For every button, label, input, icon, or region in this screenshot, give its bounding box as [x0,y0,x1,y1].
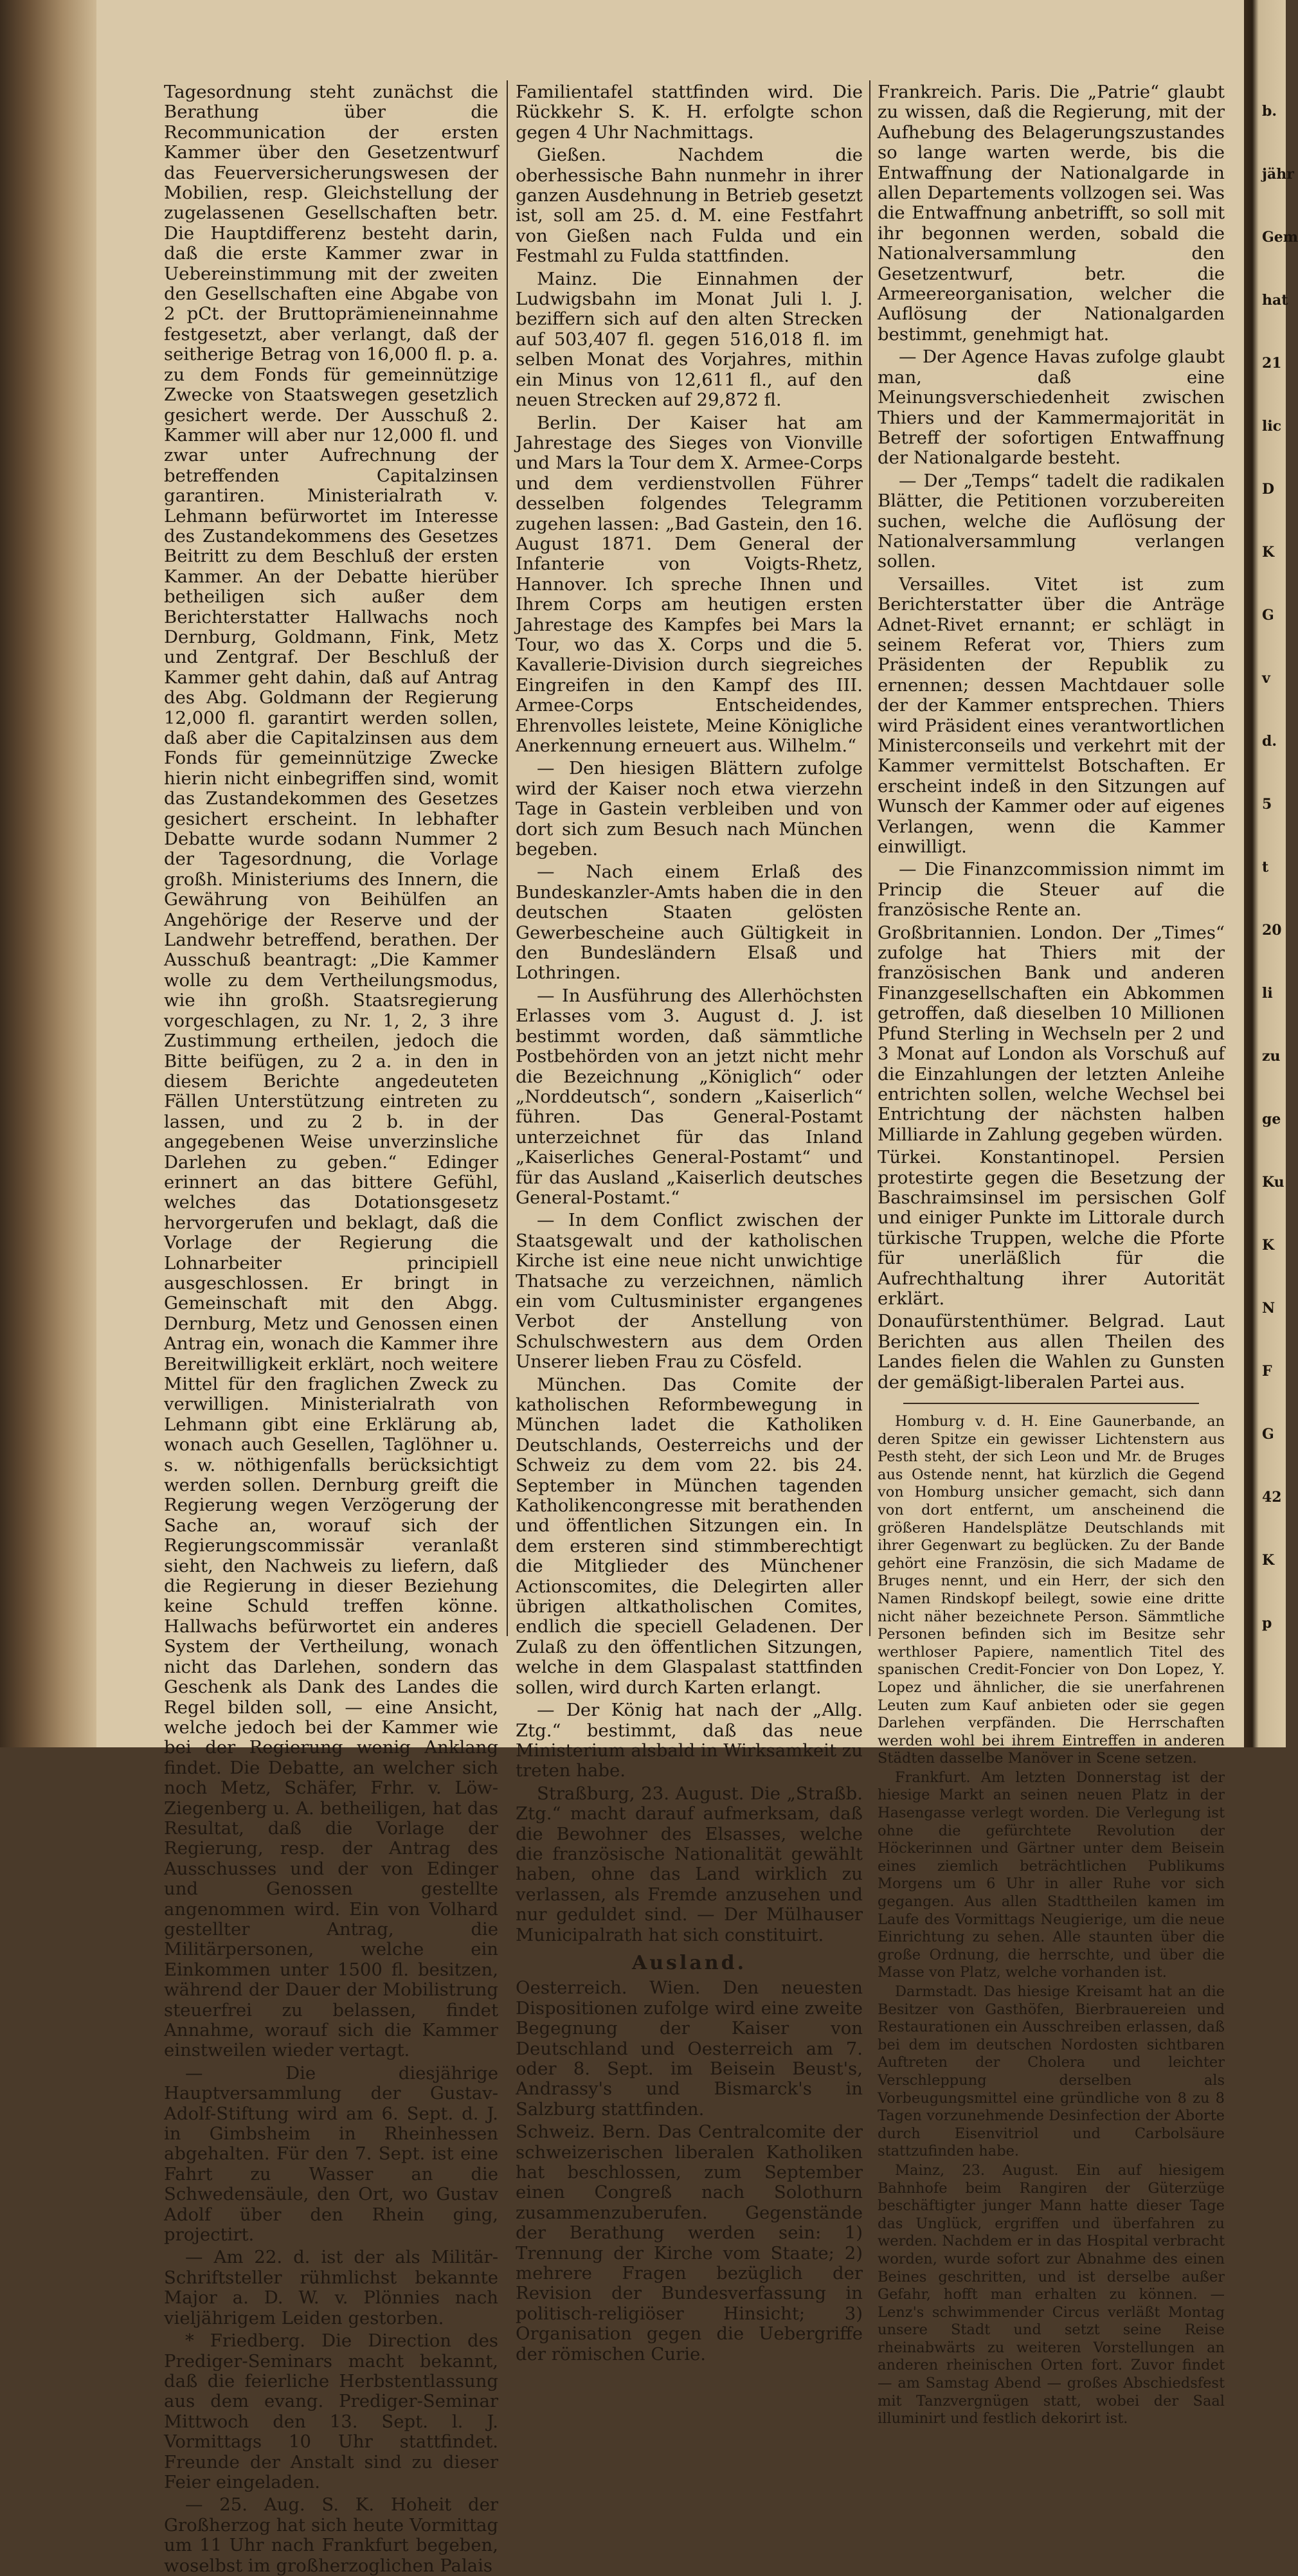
adjacent-page-fragment: G [1262,607,1274,624]
article-paragraph: — Am 22. d. ist der als Militär-Schriftsteller rühmlichst bekannte Major a. D. W. v. Plönnies nach vieljährigem Leiden gestorben. [164,2247,498,2328]
local-news-paragraph: Mainz, 23. August. Ein auf hiesigem Bahnhofe beim Rangiren der Güterzüge beschäftigter junger Mann hatte dieser Tage das Unglück, ergriffen und überfahren zu werden. Nachdem er in das Hospital verbracht worden, wurde sofort zur Abnahme des einen Beines geschritten, und ist derselbe außer Gefahr, hofft man erhalten zu können. — Lenz's schwimmender Circus verläßt Montag unsere Stadt und setzt seine Reise rheinabwärts zu weiteren Vorstellungen an anderen rheinischen Orten fort. Zuvor findet — am Samstag Abend — großes Abschiedsfest mit Tanzvergnügen statt, wobei der Saal illuminirt und festlich dekorirt ist. [878,2161,1225,2427]
local-news-block [878,1413,1225,2428]
adjacent-page-fragment: lic [1262,418,1282,435]
adjacent-page-fragment: Ku [1262,1174,1284,1191]
adjacent-page-fragment: K [1262,544,1275,561]
adjacent-page-fragment: G [1262,1426,1274,1443]
column-divider [869,80,870,1636]
adjacent-page-fragment: 20 [1262,922,1282,939]
adjacent-page-fragment: hat [1262,292,1288,309]
adjacent-page-fragment: d. [1262,733,1277,750]
article-paragraph: — Der „Temps“ tadelt die radikalen Blätter, die Petitionen vorzubereiten suchen, welche die Auflösung der Nationalversammlung verlangen sollen. [878,470,1225,572]
adjacent-page-fragment: F [1262,1363,1272,1380]
adjacent-page-fragment: p [1262,1615,1272,1632]
article-paragraph: Straßburg, 23. August. Die „Straßb. Ztg.“ macht darauf aufmerksam, daß die Bewohner des Elsasses, welche die französische Nationalität gewählt haben, ohne das Land wirklich zu verlassen, als Fremde anzusehen und nur geduldet sind. — Der Mülhauser Municipalrath hat sich constituirt. [516,1783,863,1945]
article-paragraph: — Nach einem Erlaß des Bundeskanzler-Amts haben die in den deutschen Staaten gelösten Gewerbescheine auch Gültigkeit in den Bundesländern Elsaß und Lothringen. [516,861,863,984]
adjacent-page-edge [1244,0,1298,1747]
section-heading-ausland: Ausland. [631,1951,747,1974]
column-right [878,82,1225,2427]
adjacent-page-fragment: ge [1262,1111,1281,1128]
article-paragraph: — Die Finanzcommission nimmt im Princip die Steuer auf die französische Rente an. [878,859,1225,921]
article-paragraph: Tagesordnung steht zunächst die Berathung über die Recommunication der ersten Kammer über den Gesetzentwurf das Feuerversicherungswesen der Mobilien, resp. Gleichstellung der zugelassenen Gesellschaften betr. Die Hauptdifferenz besteht darin, daß die erste Kammer zwar in Uebereinstimmung mit der zweiten den Gesellschaften eine Abgabe von 2 pCt. der Bruttoprämieneinnahme festgesetzt, aber verlangt, daß der seitherige Betrag von 16,000 fl. p. a. zu dem Fonds für gemeinnützige Zwecke von Staatswegen gesetzlich gesichert werde. Der Ausschuß 2. Kammer will aber nur 12,000 fl. und zwar unter Aufrechnung der betreffenden Capitalzinsen garantiren. Ministerialrath v. Lehmann befürwortet im Interesse des Zustandekommens des Gesetzes Beitritt zu dem Beschluß der ersten Kammer. An der Debatte hierüber betheiligen sich außer dem Berichterstatter Hallwachs noch Dernburg, Goldmann, Fink, Metz und Zentgraf. Der Beschluß der Kammer geht dahin, daß auf Antrag des Abg. Goldmann der Regierung 12,000 fl. garantirt werden sollen, daß aber die Capitalzinsen aus dem Fonds für gemeinnützige Zwecke hierin nicht einbegriffen sind, womit das Zustandekommen des Gesetzes gesichert erscheint. In lebhafter Debatte wurde sodann Nummer 2 der Tagesordnung, die Vorlage großh. Ministeriums des Innern, die Gewährung von Beihülfen an Angehörige der Reserve und der Landwehr betreffend, berathen. Der Ausschuß beantragt: „Die Kammer wolle zu dem Vertheilungsmodus, wie ihn großh. Staatsregierung vorgeschlagen, zu Nr. 1, 2, 3 ihre Zustimmung ertheilen, jedoch die Bitte beifügen, zu 2 a. in den in diesem Berichte angedeuteten Fällen Unterstützung eintreten zu lassen, und zu 2 b. in der angegebenen Weise unverzinsliche Darlehen zu geben.“ Edinger erinnert an das bittere Gefühl, welches das Dotationsgesetz hervorgerufen und beklagt, daß die Vorlage der Regierung die Lohnarbeiter principiell ausgeschlossen. Er bringt in Gemeinschaft mit den Abgg. Dernburg, Metz und Genossen einen Antrag ein, wonach die Kammer ihre Bereitwilligkeit erklärt, noch weitere Mittel für den fraglichen Zweck zu verwilligen. Ministerialrath von Lehmann gibt eine Erklärung ab, wonach auch Gesellen, Taglöhner u. s. w. nöthigenfalls berücksichtigt werden sollen. Dernburg greift die Regierung wegen Verzögerung der Sache an, worauf sich der Regierungscommissär veranlaßt sieht, den Nachweis zu liefern, daß die Regierung in dieser Beziehung keine Schuld treffen könne. Hallwachs befürwortet ein anderes System der Vertheilung, wonach nicht das Darlehen, sondern das Geschenk als Dank des Landes die Regel bilden soll, — eine Ansicht, welche jedoch bei der Kammer wie bei der Regierung wenig Anklang findet. Die Debatte, an welcher sich noch Metz, Schäfer, Frhr. v. Löw-Ziegenberg u. A. betheiligen, hat das Resultat, daß die Vorlage der Regierung, resp. der Antrag des Ausschusses und der von Edinger und Genossen gestellte angenommen wird. Ein von Volhard gestellter Antrag, die Militärpersonen, welche ein Einkommen unter 1500 fl. besitzen, während der Dauer der Mobilistrung steuerfrei zu belassen, findet Annahme, worauf sich die Kammer einstweilen wieder vertagt. [164,82,498,2061]
article-paragraph: Gießen. Nachdem die oberhessische Bahn nunmehr in ihrer ganzen Ausdehnung in Betrieb gesetzt ist, soll am 25. d. M. eine Festfahrt von Gießen nach Fulda und ein Festmahl zu Fulda stattfinden. [516,145,863,267]
article-paragraph: Oesterreich. Wien. Den neuesten Dispositionen zufolge wird eine zweite Begegnung der Kaiser von Deutschland und Oesterreich am 7. oder 8. Sept. im Beisein Beust's, Andrassy's und Bismarck's in Salzburg stattfinden. [516,1977,863,2120]
article-paragraph: — Der Agence Havas zufolge glaubt man, daß eine Meinungsverschiedenheit zwischen Thiers und der Kammermajorität in Betreff der sofortigen Entwaffnung der Nationalgarde besteht. [878,347,1225,469]
adjacent-page-fragment: 5 [1262,796,1272,813]
article-paragraph: — In dem Conflict zwischen der Staatsgewalt und der katholischen Kirche ist eine neue nicht unwichtige Thatsache zu verzeichnen, nämlich ein vom Cultusminister ergangenes Verbot der Anstellung von Schulschwestern aus dem Orden Unserer lieben Frau zu Cösfeld. [516,1210,863,1373]
article-paragraph: — Die diesjährige Hauptversammlung der Gustav-Adolf-Stiftung wird am 6. Sept. d. J. in Gimbsheim in Rheinhessen abgehalten. Für den 7. Sept. ist eine Fahrt zu Wasser an die Schwedensäule, den Ort, wo Gustav Adolf über den Rhein ging, projectirt. [164,2062,498,2246]
adjacent-page-fragment: 42 [1262,1489,1282,1506]
article-paragraph: — Der König hat nach der „Allg. Ztg.“ bestimmt, daß das neue Ministerium alsbald in Wirksamkeit zu treten habe. [516,1700,863,1781]
adjacent-page-fragment: t [1262,859,1269,876]
adjacent-page-fragment: v [1262,670,1270,687]
article-paragraph: Versailles. Vitet ist zum Berichterstatter über die Anträge Adnet-Rivet ernannt; er schlägt in seinem Referat vor, Thiers zum Präsidenten der Republik zu ernennen; dessen Machtdauer solle der der Kammer entsprechen. Thiers wird Präsident eines verantwortlichen Ministerconseils und verkehrt mit der Kammer vermittelst Botschaften. Er erscheint indeß in den Sitzungen auf Wunsch der Kammer oder auf eigenes Verlangen, wenn die Kammer einwilligt. [878,573,1225,858]
article-paragraph: — Den hiesigen Blättern zufolge wird der Kaiser noch etwa vierzehn Tage in Gastein verbleiben und von dort sich zum Besuch nach München begeben. [516,758,863,860]
article-paragraph: Großbritannien. London. Der „Times“ zufolge hat Thiers mit der französischen Bank und anderen Finanzgesellschaften ein Abkommen getroffen, daß dieselben 10 Millionen Pfund Sterling in Wechseln per 2 und 3 Monat auf London als Vorschuß auf die Einzahlungen der letzten Anleihe entrichten sollen, welche Wechsel bei Entrichtung der nächsten halben Milliarde in Zahlung gegeben würden. [878,922,1225,1145]
adjacent-page-fragment: Gem [1262,229,1298,246]
local-news-paragraph: Homburg v. d. H. Eine Gaunerbande, an deren Spitze ein gewisser Lichtenstern aus Pesth steht, der sich Leon und Mr. de Bruges aus Ostende nennt, hat kürzlich die Gegend von Homburg unsicher gemacht, sich dann von dort entfernt, um anscheinend die größeren Handelsplätze Deutschlands mit ihrer Gegenwart zu beglücken. Zu der Bande gehört eine Französin, die sich Madame de Bruges nennt, und ein Herr, der sich den Namen Rindskopf beilegt, sowie eine dritte nicht näher bezeichnete Person. Sämmtliche Personen befinden sich im Besitze sehr werthloser Papiere, namentlich Titel des spanischen Credit-Foncier von Don Lopez, Y. Lopez und ähnlicher, die sie unerfahrenen Leuten zum Kauf anbieten oder sie gegen Darlehen verpfänden. Die Herrschaften werden wohl bei ihrem Eintreffen in anderen Städten dasselbe Manöver in Scene setzen. [878,1413,1225,1767]
article-paragraph: Donaufürstenthümer. Belgrad. Laut Berichten aus allen Theilen des Landes fielen die Wahlen zu Gunsten der gemäßigt-liberalen Partei aus. [878,1311,1225,1392]
local-news-paragraph: Frankfurt. Am letzten Donnerstag ist der hiesige Markt an seinen neuen Platz in der Hasengasse verlegt worden. Die Verlegung ist ohne die gefürchtete Revolution der Höckerinnen und Gärtner unter dem Beisein eines ziemlich beträchtlichen Publikums Morgens um 6 Uhr in aller Ruhe vor sich gegangen. Aus allen Stadttheilen kamen im Laufe des Vormittags Neugierige, um die neue Einrichtung zu sehen. Alle staunten über die große Ordnung, die herrschte, und über die Masse von Platz, welche vorhanden ist. [878,1769,1225,1981]
adjacent-page-fragment: N [1262,1300,1275,1317]
article-paragraph: Frankreich. Paris. Die „Patrie“ glaubt zu wissen, daß die Regierung, mit der Aufhebung des Belagerungszustandes so lange warten werde, bis die Entwaffnung der Nationalgarde in allen Departements vollzogen sei. Was die Entwaffnung anbetrifft, so soll mit ihr begonnen werden, sobald die Nationalversammlung den Gesetzentwurf, betr. die Armeereorganisation, welcher die Auflösung der Nationalgarden bestimmt, genehmigt hat. [878,82,1225,345]
book-binding-gutter [0,0,96,1747]
article-paragraph: * Friedberg. Die Direction des Prediger-Seminars macht bekannt, daß die feierliche Herbstentlassung aus dem evang. Prediger-Seminar Mittwoch den 13. Sept. l. J. Vormittags 10 Uhr stattfindet. Freunde der Anstalt sind zu dieser Feier eingeladen. [164,2330,498,2492]
column-divider [507,80,508,1636]
article-paragraph: Schweiz. Bern. Das Centralcomite der schweizerischen liberalen Katholiken hat beschlossen, zum September einen Congreß nach Solothurn zusammenzuberufen. Gegenstände der Berathung werden sein: 1) Trennung der Kirche vom Staate; 2) mehrere Fragen bezüglich der Revision der Bundesverfassung in politisch-religiöser Hinsicht; 3) Organisation gegen die Uebergriffe der römischen Curie. [516,2121,863,2364]
adjacent-page-fragment: K [1262,1552,1275,1569]
article-paragraph: München. Das Comite der katholischen Reformbewegung in München ladet die Katholiken Deutschlands, Oesterreichs und der Schweiz zu dem vom 22. bis 24. September in München tagenden Katholikencongresse mit berathenden und öffentlichen Sitzungen ein. In dem ersteren sind stimmberechtigt die Mitglieder des Münchener Actionscomites, die Delegirten aller übrigen altkatholischen Comites, endlich die speciell Geladenen. Der Zulaß zu den öffentlichen Sitzungen, welche in dem Glaspalast stattfinden sollen, wird durch Karten erlangt. [516,1374,863,1698]
article-paragraph: Mainz. Die Einnahmen der Ludwigsbahn im Monat Juli l. J. beziffern sich auf den alten Strecken auf 503,407 fl. gegen 516,018 fl. im selben Monat des Vorjahres, mithin ein Minus von 12,611 fl., auf den neuen Strecken auf 29,872 fl. [516,268,863,411]
adjacent-page-fragment: jähr [1262,166,1294,183]
column-middle [516,82,863,2364]
adjacent-page-fragment: 21 [1262,355,1282,372]
article-paragraph: Familientafel stattfinden wird. Die Rückkehr S. K. H. erfolgte schon gegen 4 Uhr Nachmittags. [516,82,863,143]
article-paragraph: — 25. Aug. S. K. Hoheit der Großherzog hat sich heute Vormittag um 11 Uhr nach Frankfurt begeben, woselbst im großherzoglichen Palais [164,2494,498,2576]
article-paragraph: Berlin. Der Kaiser hat am Jahrestage des Sieges von Vionville und Mars la Tour dem X. Armee-Corps und dem verdienstvollen Führer desselben folgendes Telegramm zugehen lassen: „Bad Gastein, den 16. August 1871. Dem General der Infanterie von Voigts-Rhetz, Hannover. Ich spreche Ihnen und Ihrem Corps am heutigen ersten Jahrestage des Kampfes bei Mars la Tour, wo das X. Corps und die 5. Kavallerie-Division durch siegreiches Eingreifen in den Kampf des III. Armee-Corps Entscheidendes, Ehrenvolles leistete, Meine Königliche Anerkennung erneuert aus. Wilhelm.“ [516,412,863,756]
local-news-paragraph: Darmstadt. Das hiesige Kreisamt hat an die Besitzer von Gasthöfen, Bierbrauereien und Restaurationen ein Ausschreiben erlassen, daß bei dem im deutschen Nordosten sichtbaren Auftreten der Cholera und leichter Verschleppung derselben als Vorbeugungsmittel eine gründliche von 8 zu 8 Tagen vorzunehmende Desinfection der Aborte durch Eisenvitriol und Carbolsäure stattzufinden habe. [878,1983,1225,2160]
adjacent-page-fragment: li [1262,985,1273,1002]
adjacent-page-fragment: K [1262,1237,1275,1254]
adjacent-page-fragment: b. [1262,103,1277,120]
article-paragraph: — In Ausführung des Allerhöchsten Erlasses vom 3. August d. J. ist bestimmt worden, daß sämmtliche Postbehörden von an jetzt nicht mehr die Bezeichnung „Königlich“ oder „Norddeutsch“, sondern „Kaiserlich“ führen. Das General-Postamt unterzeichnet für das Inland „Kaiserliches General-Postamt“ und für das Ausland „Kaiserlich deutsches General-Postamt.“ [516,985,863,1208]
article-paragraph: Türkei. Konstantinopel. Persien protestirte gegen die Besetzung der Baschraimsinsel im persischen Golf und einiger Punkte im Littorale durch türkische Truppen, welche die Pforte für unerläßlich für die Aufrechthaltung ihrer Autorität erklärt. [878,1147,1225,1309]
column-left [164,82,498,2576]
section-separator [903,1403,1199,1404]
adjacent-page-fragment: zu [1262,1048,1281,1065]
adjacent-page-fragment: D [1262,481,1275,498]
